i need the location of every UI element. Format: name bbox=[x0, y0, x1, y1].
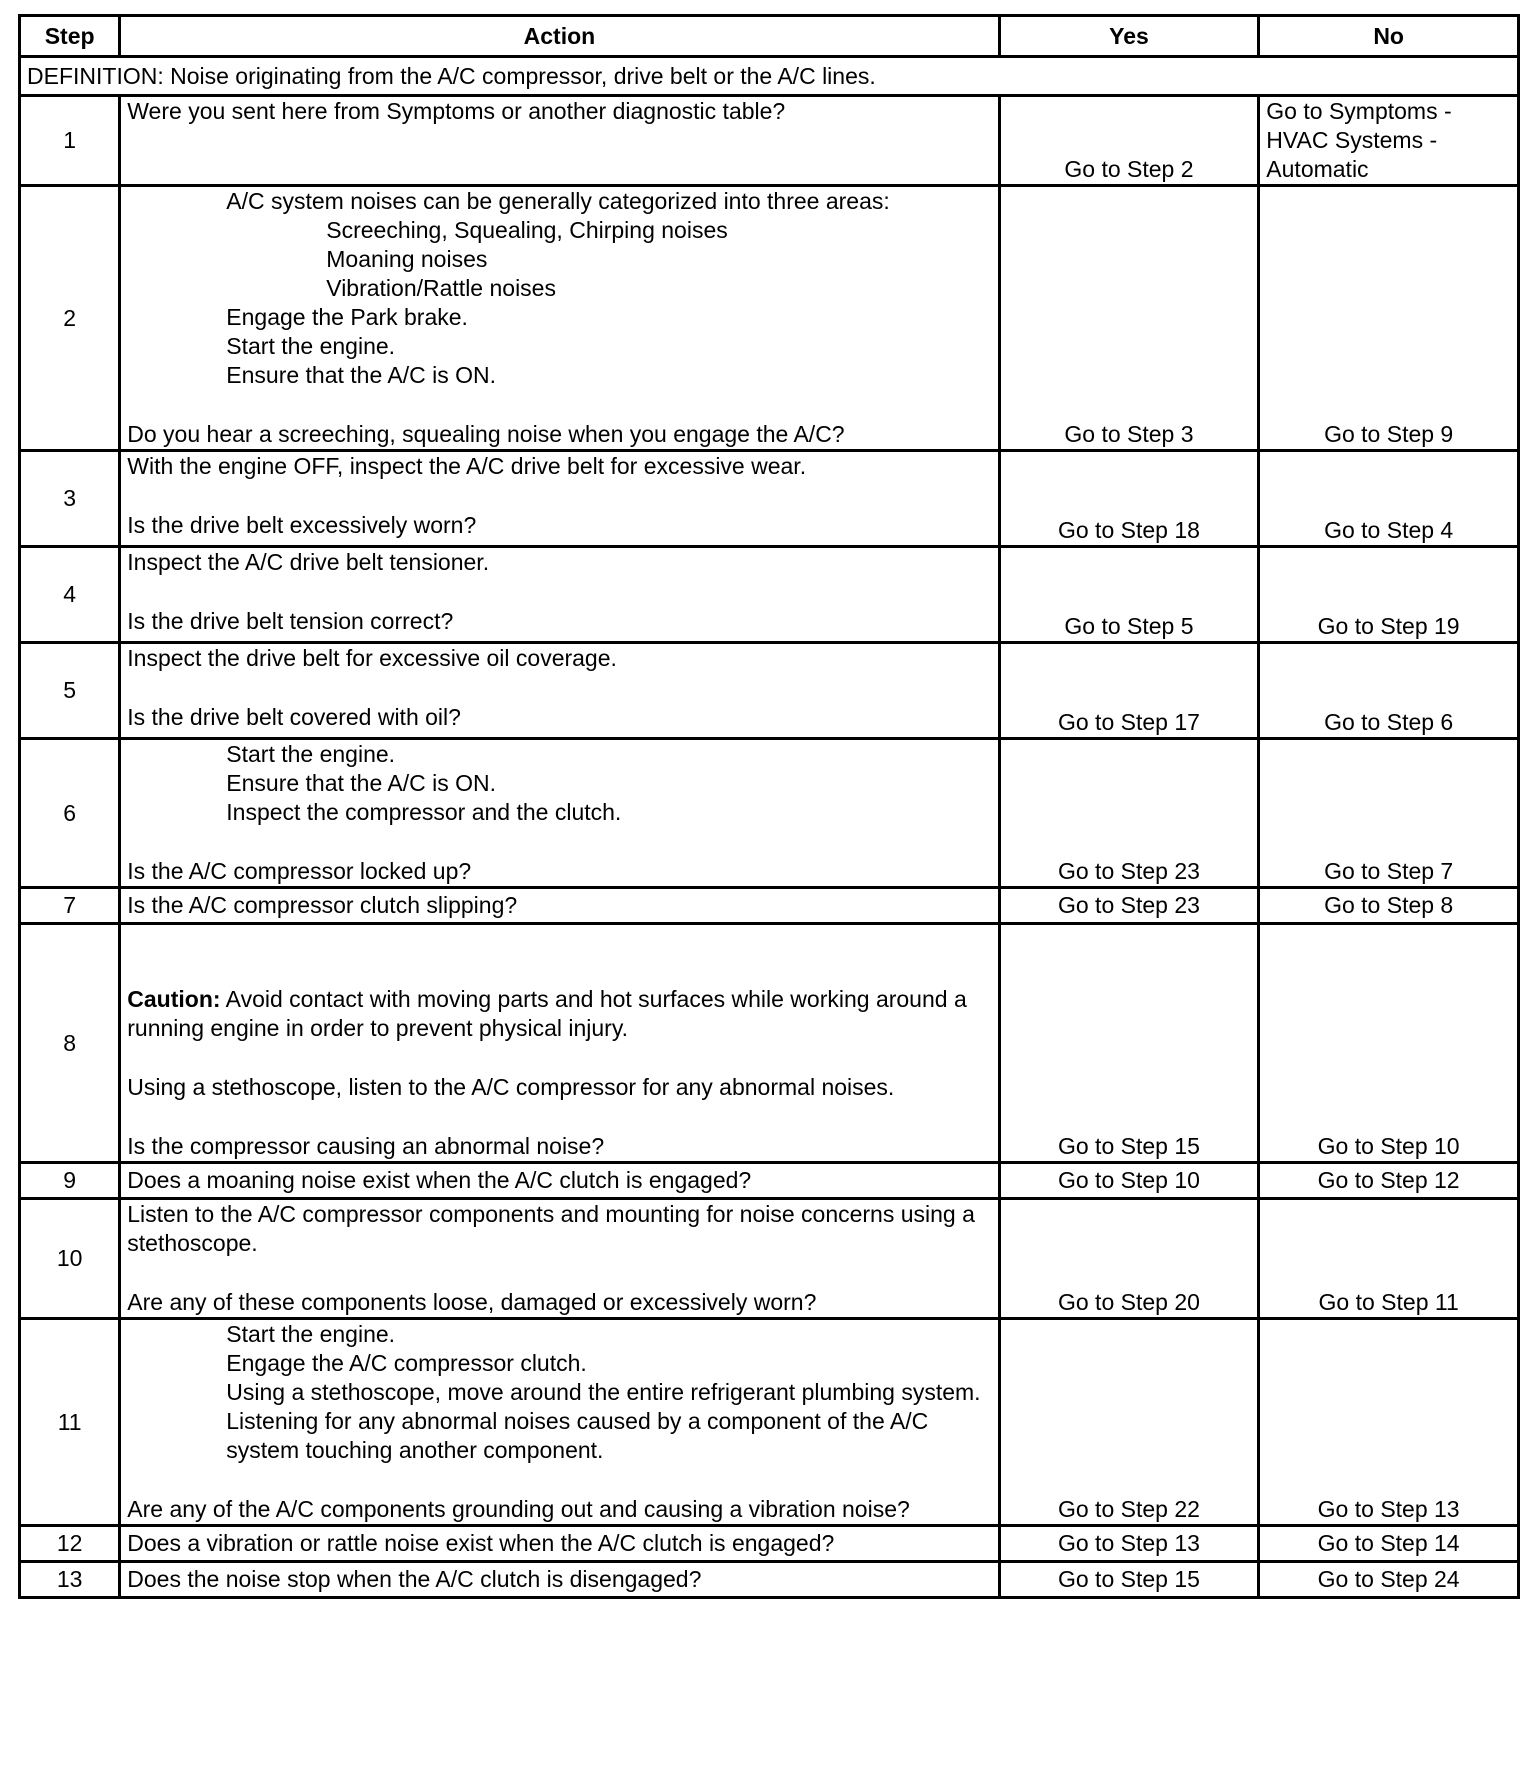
question-text: Is the drive belt tension correct? bbox=[127, 608, 454, 634]
action-cell bbox=[120, 1199, 999, 1319]
no-link[interactable]: Go to Step 11 bbox=[1259, 1199, 1519, 1319]
yes-link[interactable]: Go to Step 18 bbox=[999, 451, 1259, 547]
instruction-step: Ensure that the A/C is ON. bbox=[226, 362, 496, 388]
step-number: 8 bbox=[20, 924, 120, 1163]
no-link[interactable]: Go to Step 7 bbox=[1259, 739, 1519, 888]
table-row bbox=[20, 643, 1519, 739]
instruction-step: Using a stethoscope, move around the entire refrigerant plumbing system. Listening for any abnormal noises caused by a component of the A/C system touching another component. bbox=[226, 1379, 981, 1463]
table-row bbox=[20, 1319, 1519, 1526]
action-cell bbox=[120, 924, 999, 1163]
header-action: Action bbox=[120, 16, 999, 57]
header-no: No bbox=[1259, 16, 1519, 57]
table-row bbox=[20, 924, 1519, 1163]
step-number: 12 bbox=[20, 1526, 120, 1562]
instruction-step: Inspect the compressor and the clutch. bbox=[226, 799, 622, 825]
category-item: Moaning noises bbox=[326, 246, 488, 272]
step-number: 7 bbox=[20, 888, 120, 924]
action-cell bbox=[120, 96, 999, 186]
table-row bbox=[20, 547, 1519, 643]
step-number: 5 bbox=[20, 643, 120, 739]
step-number: 10 bbox=[20, 1199, 120, 1319]
table-row bbox=[20, 186, 1519, 451]
no-link[interactable]: Go to Step 4 bbox=[1259, 451, 1519, 547]
no-link[interactable]: Go to Step 14 bbox=[1259, 1526, 1519, 1562]
no-link[interactable]: Go to Step 9 bbox=[1259, 186, 1519, 451]
table-row bbox=[20, 1163, 1519, 1199]
step-number: 6 bbox=[20, 739, 120, 888]
table-row bbox=[20, 739, 1519, 888]
action-cell bbox=[120, 451, 999, 547]
table-row bbox=[20, 1526, 1519, 1562]
instruction-step: Engage the A/C compressor clutch. bbox=[226, 1350, 587, 1376]
category-item: Vibration/Rattle noises bbox=[326, 275, 556, 301]
instruction-text: Listen to the A/C compressor components and mounting for noise concerns using a stethoscope. bbox=[127, 1201, 975, 1256]
instruction-text: Inspect the drive belt for excessive oil coverage. bbox=[127, 645, 617, 671]
question-text: Is the drive belt covered with oil? bbox=[127, 704, 461, 730]
yes-link[interactable]: Go to Step 20 bbox=[999, 1199, 1259, 1319]
no-link[interactable] bbox=[1259, 96, 1519, 186]
step-number: 3 bbox=[20, 451, 120, 547]
caution-note bbox=[127, 985, 991, 1043]
instruction-step: Ensure that the A/C is ON. bbox=[226, 770, 496, 796]
yes-link[interactable]: Go to Step 23 bbox=[999, 739, 1259, 888]
step-number: 4 bbox=[20, 547, 120, 643]
action-cell bbox=[120, 643, 999, 739]
question-text: Are any of the A/C components grounding out and causing a vibration noise? bbox=[127, 1496, 910, 1522]
caution-label: Caution: bbox=[127, 986, 221, 1012]
question-text: Is the compressor causing an abnormal noise? bbox=[127, 1133, 605, 1159]
yes-link[interactable]: Go to Step 3 bbox=[999, 186, 1259, 451]
table-row bbox=[20, 1199, 1519, 1319]
question-text: Is the A/C compressor clutch slipping? bbox=[120, 888, 999, 924]
no-link[interactable]: Go to Step 10 bbox=[1259, 924, 1519, 1163]
step-number: 9 bbox=[20, 1163, 120, 1199]
instruction-step: Engage the Park brake. bbox=[226, 304, 468, 330]
header-yes: Yes bbox=[999, 16, 1259, 57]
header-row bbox=[20, 16, 1519, 57]
intro-text: A/C system noises can be generally categorized into three areas: bbox=[226, 188, 890, 214]
no-link[interactable]: Go to Step 13 bbox=[1259, 1319, 1519, 1526]
no-link[interactable]: Go to Step 24 bbox=[1259, 1562, 1519, 1598]
diagnostic-table bbox=[18, 14, 1520, 1599]
question-text: Is the A/C compressor locked up? bbox=[127, 858, 472, 884]
question-text: Does a moaning noise exist when the A/C clutch is engaged? bbox=[120, 1163, 999, 1199]
question-text: Were you sent here from Symptoms or another diagnostic table? bbox=[127, 98, 786, 124]
table-row bbox=[20, 1562, 1519, 1598]
no-link[interactable]: Go to Step 6 bbox=[1259, 643, 1519, 739]
instruction-text: With the engine OFF, inspect the A/C drive belt for excessive wear. bbox=[127, 453, 807, 479]
yes-link[interactable]: Go to Step 5 bbox=[999, 547, 1259, 643]
no-link-line: Automatic bbox=[1266, 156, 1369, 182]
step-number: 2 bbox=[20, 186, 120, 451]
yes-link[interactable]: Go to Step 23 bbox=[999, 888, 1259, 924]
instruction-step: Start the engine. bbox=[226, 741, 396, 767]
instruction-step: Start the engine. bbox=[226, 333, 396, 359]
definition-row bbox=[20, 57, 1519, 96]
instruction-text: Inspect the A/C drive belt tensioner. bbox=[127, 549, 490, 575]
table-row bbox=[20, 451, 1519, 547]
table-row bbox=[20, 96, 1519, 186]
yes-link[interactable]: Go to Step 15 bbox=[999, 1562, 1259, 1598]
step-number: 1 bbox=[20, 96, 120, 186]
question-text: Does a vibration or rattle noise exist when the A/C clutch is engaged? bbox=[120, 1526, 999, 1562]
step-number: 11 bbox=[20, 1319, 120, 1526]
instruction-text: Using a stethoscope, listen to the A/C compressor for any abnormal noises. bbox=[127, 1074, 895, 1100]
no-link[interactable]: Go to Step 12 bbox=[1259, 1163, 1519, 1199]
no-link-line: HVAC Systems - bbox=[1266, 127, 1438, 153]
action-cell bbox=[120, 1319, 999, 1526]
question-text: Are any of these components loose, damaged or excessively worn? bbox=[127, 1289, 817, 1315]
no-link[interactable]: Go to Step 19 bbox=[1259, 547, 1519, 643]
no-link[interactable]: Go to Step 8 bbox=[1259, 888, 1519, 924]
yes-link[interactable]: Go to Step 15 bbox=[999, 924, 1259, 1163]
yes-link[interactable]: Go to Step 2 bbox=[999, 96, 1259, 186]
yes-link[interactable]: Go to Step 13 bbox=[999, 1526, 1259, 1562]
question-text: Do you hear a screeching, squealing noise when you engage the A/C? bbox=[127, 421, 845, 447]
yes-link[interactable]: Go to Step 17 bbox=[999, 643, 1259, 739]
question-text: Is the drive belt excessively worn? bbox=[127, 512, 477, 538]
category-item: Screeching, Squealing, Chirping noises bbox=[326, 217, 728, 243]
action-cell bbox=[120, 547, 999, 643]
no-link-line: Go to Symptoms - bbox=[1266, 98, 1452, 124]
header-step: Step bbox=[20, 16, 120, 57]
action-cell bbox=[120, 739, 999, 888]
table-row bbox=[20, 888, 1519, 924]
question-text: Does the noise stop when the A/C clutch is disengaged? bbox=[120, 1562, 999, 1598]
step-number: 13 bbox=[20, 1562, 120, 1598]
definition-text: DEFINITION: Noise originating from the A/C compressor, drive belt or the A/C lines. bbox=[20, 57, 1519, 96]
yes-link[interactable]: Go to Step 10 bbox=[999, 1163, 1259, 1199]
caution-text: Avoid contact with moving parts and hot surfaces while working around a running engine in order to prevent physical injury. bbox=[127, 986, 967, 1041]
yes-link[interactable]: Go to Step 22 bbox=[999, 1319, 1259, 1526]
action-cell bbox=[120, 186, 999, 451]
instruction-step: Start the engine. bbox=[226, 1321, 396, 1347]
